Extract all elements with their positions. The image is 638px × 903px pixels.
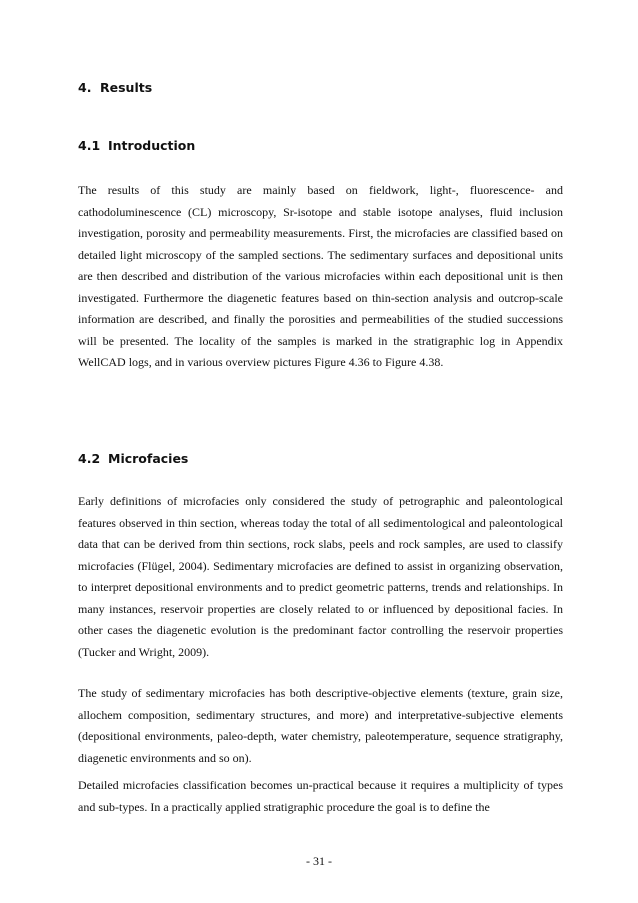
section-title: Introduction <box>108 138 196 153</box>
section-heading-introduction <box>78 138 195 153</box>
introduction-paragraph-1: The results of this study are mainly based on fieldwork, light-, fluorescence- and cathodoluminescence (CL) microscopy, Sr-isotope and stable isotope analyses, fluid inclusion investigation, porosity and permeability measurements. First, the microfacies are classified based on detailed light microscopy of the sampled sections. The sedimentary surfaces and depositional units are then described and distribution of the various microfacies within each depositional unit is then investigated. Furthermore the diagenetic features based on thin-section analysis and outcrop-scale information are described, and finally the porosities and permeabilities of the studied successions will be presented. The locality of the samples is marked in the stratigraphic log in Appendix WellCAD logs, and in various overview pictures Figure 4.36 to Figure 4.38. <box>78 183 563 369</box>
section-number: 4. <box>78 80 92 95</box>
section-title: Microfacies <box>108 451 189 466</box>
section-number: 4.2 <box>78 451 101 466</box>
microfacies-paragraph-2: The study of sedimentary microfacies has both descriptive-objective elements (texture, grain size, allochem composition, sedimentary structures, and more) and interpretative-subjective elements (depositional environments, paleo-depth, water chemistry, paleotemperature, sequence stratigraphy, diagenetic environments and so on). <box>78 686 563 765</box>
section-heading-microfacies <box>78 451 188 466</box>
section-heading-results <box>78 80 152 95</box>
page-number: - 31 - <box>306 854 332 868</box>
section-number: 4.1 <box>78 138 101 153</box>
section-title: Results <box>100 80 153 95</box>
microfacies-paragraph-1: Early definitions of microfacies only considered the study of petrographic and paleontological features observed in thin section, whereas today the total of all sedimentological and paleontological data that can be derived from thin sections, rock slabs, peels and rock samples, are used to classify microfacies (Flügel, 2004). Sedimentary microfacies are defined to assist in organizing observation, to interpret depositional environments and to predict geometric patterns, trends and relationships. In many instances, reservoir properties are closely related to or influenced by depositional facies. In other cases the diagenetic evolution is the predominant factor controlling the reservoir properties (Tucker and Wright, 2009). <box>78 494 563 659</box>
microfacies-paragraph-3: Detailed microfacies classification becomes un-practical because it requires a multiplicity of types and sub-types. In a practically applied stratigraphic procedure the goal is to define the <box>78 778 563 814</box>
